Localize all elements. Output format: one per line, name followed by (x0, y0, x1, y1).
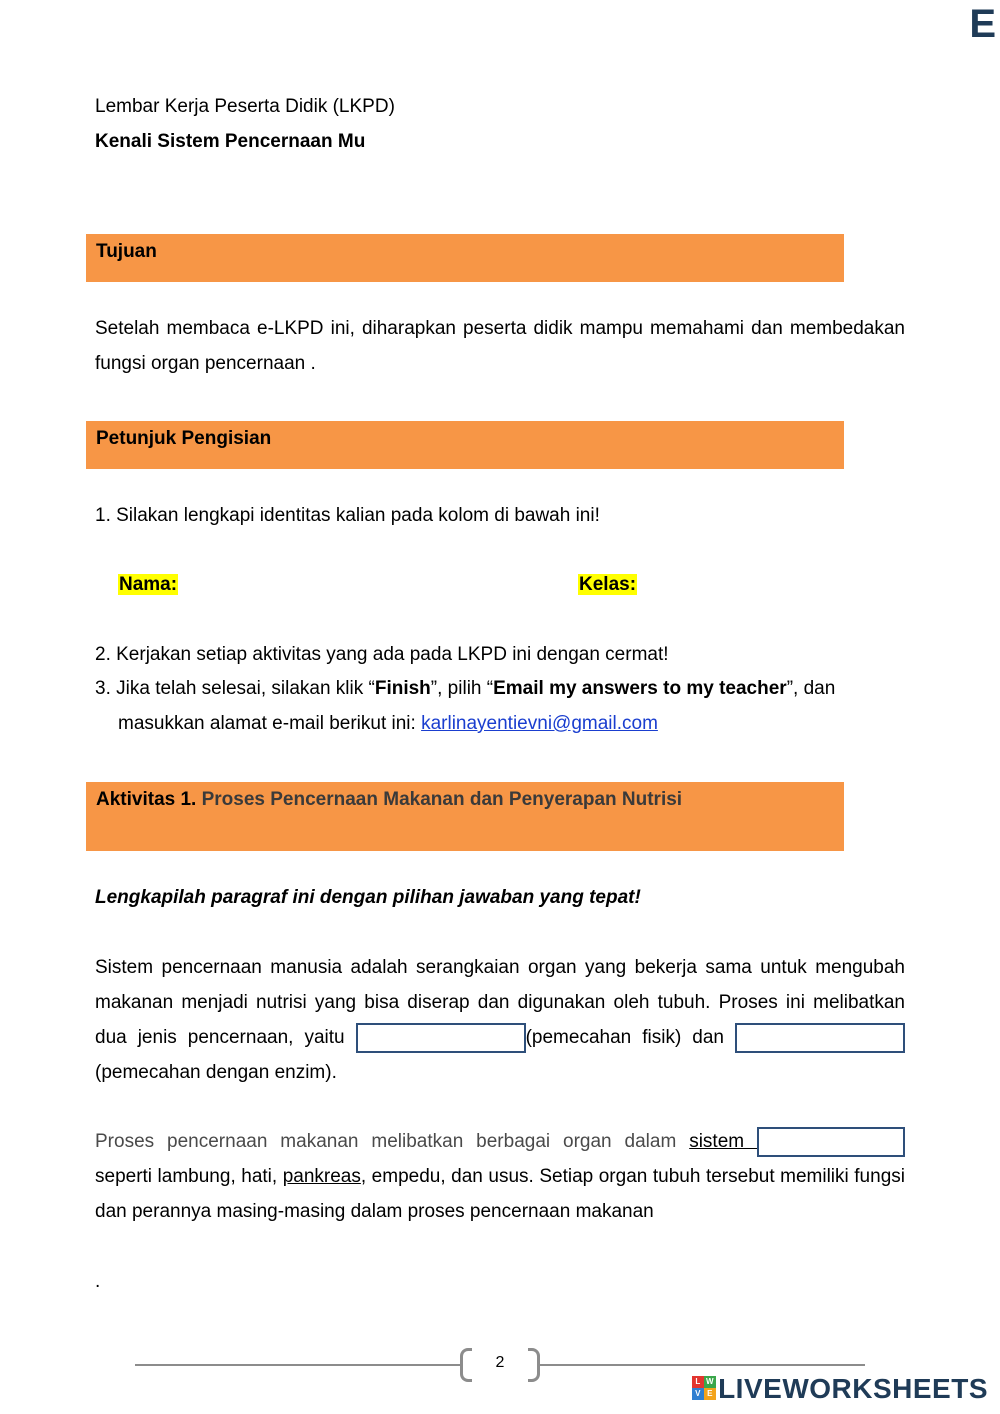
p1-text-1: Sistem pencernaan manusia adalah serangkaian organ yang bekerja sama untuk mengubah makanan menjadi nutrisi yang bisa diserap dan digunakan oleh tubuh. Proses ini melibatkan dua jenis pencernaan, yaitu (95, 957, 905, 1048)
footer-bracket-right (528, 1348, 540, 1382)
answer-box-kimiawi[interactable] (735, 1023, 905, 1053)
paragraph-2 (95, 1124, 905, 1229)
p2-text-1: Proses pencernaan makanan melibatkan berbagai organ dalam (95, 1131, 690, 1152)
footer-line-left (135, 1364, 460, 1366)
step3-prefix: 3. Jika telah selesai, silakan klik “ (95, 678, 375, 699)
liveworksheets-logo-icon (692, 1376, 716, 1400)
kelas-label-text: Kelas: (579, 574, 637, 595)
instruction-step-3 (95, 671, 905, 741)
step3-suffix: ”, dan (786, 678, 836, 699)
aktivitas-heading (96, 789, 682, 811)
instruction-step-2: 2. Kerjakan setiap aktivitas yang ada pada LKPD ini dengan cermat! (95, 644, 669, 665)
step3-text (95, 671, 835, 706)
tujuan-body: Setelah membaca e-LKPD ini, diharapkan peserta didik mampu memahami dan membedakan fungsi organ pencernaan . (95, 318, 905, 374)
finish-label: Finish (374, 678, 431, 699)
kelas-label (578, 573, 637, 597)
tujuan-heading: Tujuan (96, 241, 157, 262)
logo-cell-l: L (692, 1376, 704, 1388)
email-answers-label: Email my answers to my teacher (493, 678, 787, 699)
document-title: Kenali Sistem Pencernaan Mu (95, 131, 366, 152)
p2-text-2: seperti lambung, hati, (95, 1166, 283, 1187)
logo-cell-e: E (704, 1388, 716, 1400)
paragraph-1 (95, 950, 905, 1090)
footer-line-right (540, 1364, 865, 1366)
p2-sistem: sistem (689, 1131, 757, 1152)
aktivitas-band (86, 782, 844, 851)
logo-cell-w: W (706, 1377, 715, 1386)
teacher-email-link[interactable]: karlinayentievni@gmail.com (421, 713, 658, 734)
aktivitas-number: Aktivitas 1. (96, 789, 202, 810)
p1-text-3: (pemecahan dengan enzim). (95, 1062, 337, 1083)
liveworksheets-brand[interactable] (692, 1373, 988, 1405)
p2-text-3: , empedu, dan usus. Setiap organ tubuh tersebut memiliki fungsi dan perannya masing-masing dalam proses pencernaan makanan (95, 1166, 905, 1222)
corner-page-letter: E (969, 2, 996, 46)
instruction-step-1: 1. Silakan lengkapi identitas kalian pada kolom di bawah ini! (95, 505, 600, 526)
logo-cell-v: V (692, 1388, 704, 1400)
step3-line2: masukkan alamat e-mail berikut ini: (118, 713, 422, 734)
petunjuk-band (86, 421, 844, 469)
answer-box-sistem[interactable] (757, 1127, 905, 1157)
footer-bracket-left (460, 1348, 472, 1382)
brand-text: LIVEWORKSHEETS (718, 1373, 988, 1404)
p1-text-2: (pemecahan fisik) dan (525, 1027, 735, 1048)
nama-label (118, 573, 178, 597)
answer-box-mekanik[interactable] (356, 1023, 526, 1053)
trailing-dot: . (95, 1271, 101, 1292)
petunjuk-heading: Petunjuk Pengisian (96, 428, 272, 449)
p2-pankreas: pankreas (282, 1166, 361, 1187)
activity-instruction: Lengkapilah paragraf ini dengan pilihan jawaban yang tepat! (95, 887, 641, 908)
document-subtitle: Lembar Kerja Peserta Didik (LKPD) (95, 96, 395, 117)
nama-label-text: Nama: (119, 574, 178, 595)
page-number: 2 (495, 1354, 505, 1371)
tujuan-band (86, 234, 844, 282)
aktivitas-title: Proses Pencernaan Makanan dan Penyerapan Nutrisi (201, 789, 683, 810)
step3-mid: ”, pilih “ (430, 678, 494, 699)
